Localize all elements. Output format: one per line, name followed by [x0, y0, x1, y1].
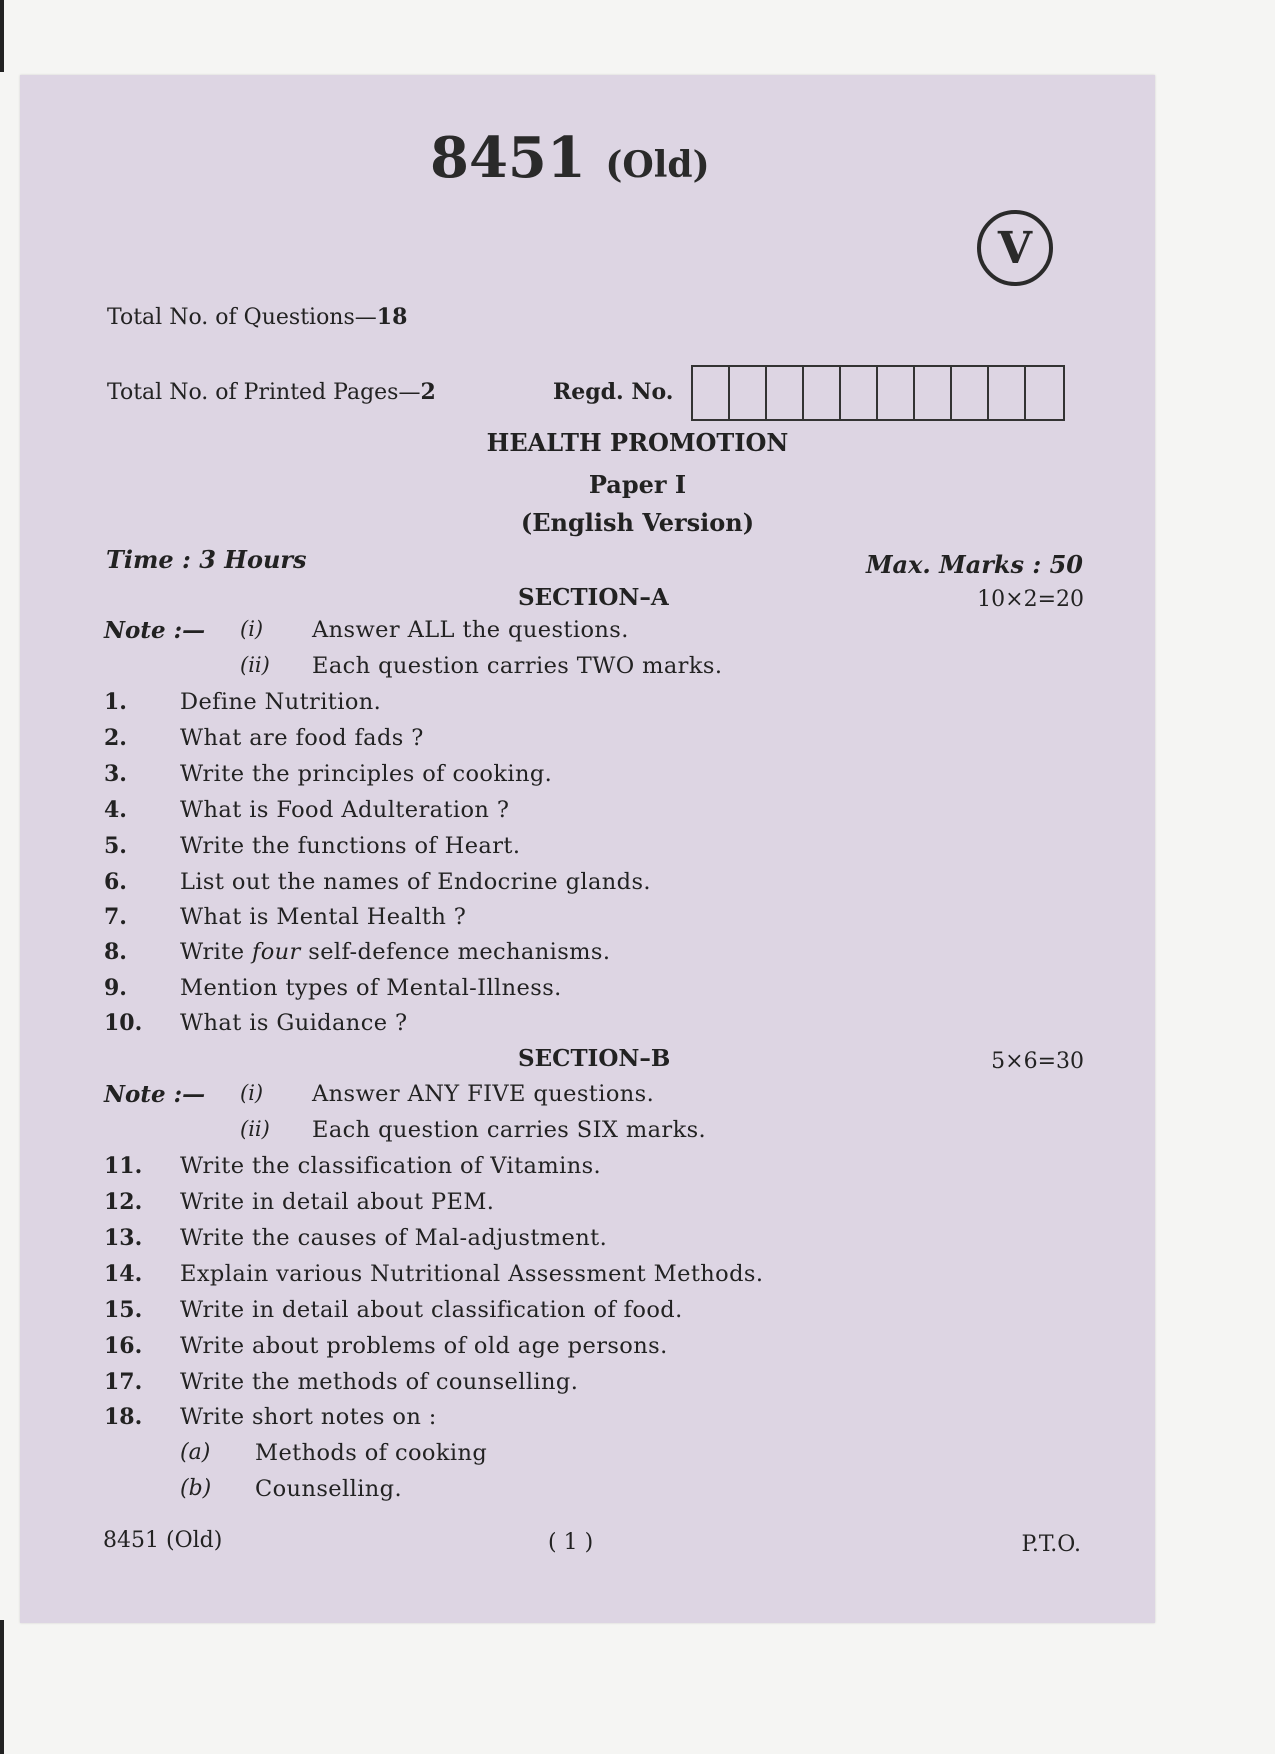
regd-digit-box[interactable] — [878, 367, 915, 419]
question-text: Write in detail about PEM. — [180, 1189, 495, 1215]
regd-digit-box[interactable] — [804, 367, 841, 419]
version-badge: V — [977, 210, 1053, 286]
question-number: 15. — [104, 1297, 143, 1323]
question-text: Write the classification of Vitamins. — [180, 1153, 602, 1179]
question-text: Write about problems of old age persons. — [180, 1333, 668, 1359]
question-text: What is Food Adulteration ? — [180, 797, 510, 823]
question-number: 11. — [104, 1153, 143, 1179]
regd-digit-box[interactable] — [767, 367, 804, 419]
section-a-heading: SECTION–A — [518, 584, 669, 611]
note-text: Each question carries TWO marks. — [312, 653, 723, 679]
note-text: Answer ANY FIVE questions. — [312, 1081, 655, 1107]
question-text: Write the methods of counselling. — [180, 1369, 579, 1395]
regd-digit-box[interactable] — [841, 367, 878, 419]
section-b-marks: 5×6=30 — [991, 1049, 1084, 1074]
subpart-number: (a) — [180, 1440, 211, 1465]
paper-code: 8451 (Old) — [430, 125, 710, 191]
question-number: 8. — [104, 939, 127, 965]
question-text: What is Mental Health ? — [180, 904, 467, 930]
question-number: 5. — [104, 833, 127, 859]
section-a-marks: 10×2=20 — [977, 587, 1084, 612]
question-text: What are food fads ? — [180, 725, 424, 751]
question-number: 3. — [104, 761, 127, 787]
regd-label: Regd. No. — [553, 379, 674, 405]
subject-title: HEALTH PROMOTION — [486, 428, 789, 457]
question-text: Explain various Nutritional Assessment Methods. — [180, 1261, 764, 1287]
page-number: ( 1 ) — [548, 1530, 594, 1555]
note-label: Note :— — [104, 1081, 206, 1108]
question-text: Define Nutrition. — [180, 689, 382, 715]
subpart-number: (b) — [180, 1476, 212, 1501]
question-text: Write four self-defence mechanisms. — [180, 939, 611, 965]
subpart-text: Counselling. — [255, 1476, 403, 1502]
note-number: (i) — [240, 617, 264, 641]
question-number: 12. — [104, 1189, 143, 1215]
paper-version: (English Version) — [520, 508, 755, 537]
note-number: (ii) — [240, 1117, 270, 1141]
regd-digit-box[interactable] — [989, 367, 1026, 419]
pto-text: P.T.O. — [1021, 1532, 1081, 1557]
question-number: 2. — [104, 725, 127, 751]
question-text: Write the causes of Mal-adjustment. — [180, 1225, 608, 1251]
question-text: What is Guidance ? — [180, 1010, 408, 1036]
question-number: 6. — [104, 869, 127, 895]
regd-digit-box[interactable] — [730, 367, 767, 419]
scan-edge — [0, 1620, 4, 1754]
question-number: 16. — [104, 1333, 143, 1359]
subpart-text: Methods of cooking — [255, 1440, 488, 1466]
max-marks: Max. Marks : 50 — [865, 550, 1083, 579]
question-text: Write the functions of Heart. — [180, 833, 521, 859]
question-number: 17. — [104, 1369, 143, 1395]
question-text: Write short notes on : — [180, 1404, 437, 1430]
note-label: Note :— — [104, 617, 206, 644]
question-text: Write the principles of cooking. — [180, 761, 553, 787]
question-number: 18. — [104, 1404, 143, 1430]
note-number: (ii) — [240, 653, 270, 677]
scan-edge — [0, 0, 4, 72]
footer-code: 8451 (Old) — [103, 1528, 223, 1553]
question-number: 9. — [104, 975, 127, 1001]
time-limit: Time : 3 Hours — [106, 545, 307, 574]
regd-digit-box[interactable] — [693, 367, 730, 419]
question-number: 14. — [104, 1261, 143, 1287]
question-number: 10. — [104, 1010, 143, 1036]
note-number: (i) — [240, 1081, 264, 1105]
question-number: 7. — [104, 904, 127, 930]
total-questions: Total No. of Questions—18 — [107, 304, 408, 330]
question-number: 4. — [104, 797, 127, 823]
question-number: 1. — [104, 689, 127, 715]
regd-number-boxes[interactable] — [691, 365, 1065, 421]
question-text: Write in detail about classification of food. — [180, 1297, 683, 1323]
question-number: 13. — [104, 1225, 143, 1251]
question-text: Mention types of Mental-Illness. — [180, 975, 562, 1001]
regd-digit-box[interactable] — [1026, 367, 1063, 419]
note-text: Answer ALL the questions. — [312, 617, 629, 643]
paper-number: Paper I — [588, 470, 687, 499]
regd-digit-box[interactable] — [952, 367, 989, 419]
note-text: Each question carries SIX marks. — [312, 1117, 707, 1143]
question-text: List out the names of Endocrine glands. — [180, 869, 651, 895]
regd-digit-box[interactable] — [915, 367, 952, 419]
total-pages: Total No. of Printed Pages—2 — [107, 379, 436, 405]
section-b-heading: SECTION–B — [518, 1045, 671, 1072]
